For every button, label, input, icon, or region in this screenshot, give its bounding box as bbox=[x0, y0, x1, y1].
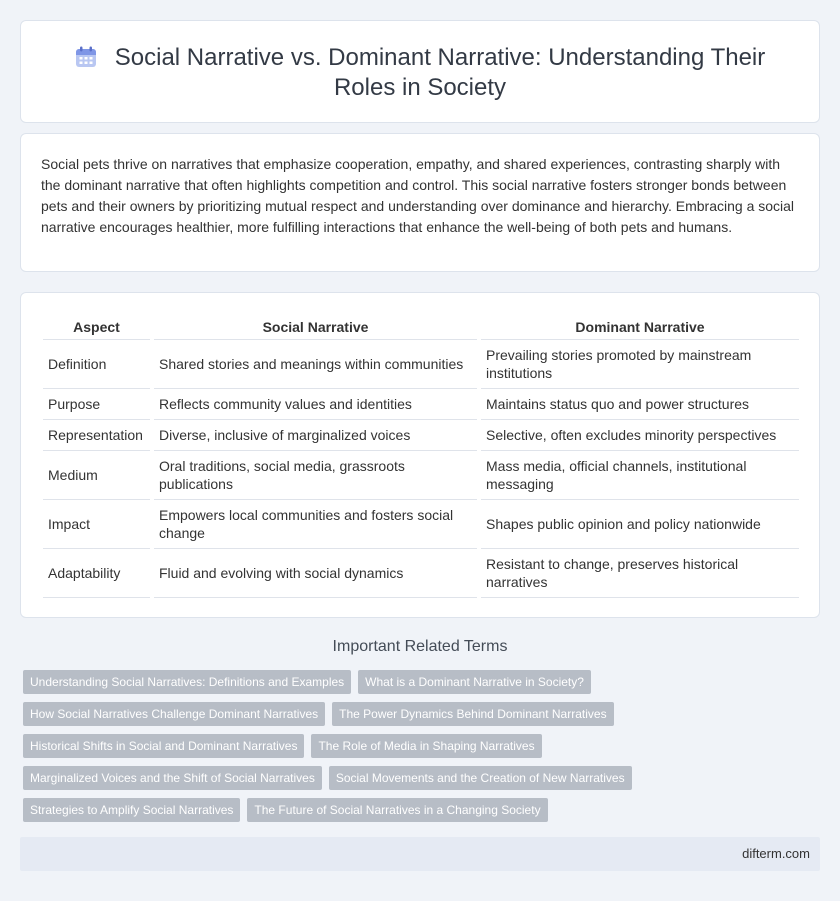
cell-dominant: Shapes public opinion and policy nationwide bbox=[479, 499, 799, 548]
table-row bbox=[43, 339, 799, 388]
header-social-narrative: Social Narrative bbox=[152, 313, 479, 339]
cell-social: Shared stories and meanings within communities bbox=[152, 339, 479, 388]
cell-dominant: Resistant to change, preserves historical narratives bbox=[479, 548, 799, 597]
page-title bbox=[21, 43, 819, 103]
footer bbox=[20, 837, 820, 871]
table-header-row bbox=[43, 313, 799, 339]
cell-social: Empowers local communities and fosters social change bbox=[152, 499, 479, 548]
related-term-link[interactable]: Marginalized Voices and the Shift of Social Narratives bbox=[23, 766, 322, 790]
intro-card bbox=[20, 133, 820, 272]
tag-row bbox=[23, 766, 823, 798]
header-aspect: Aspect bbox=[43, 313, 152, 339]
table-row bbox=[43, 450, 799, 499]
cell-dominant: Prevailing stories promoted by mainstream institutions bbox=[479, 339, 799, 388]
table-row bbox=[43, 388, 799, 419]
cell-social: Diverse, inclusive of marginalized voices bbox=[152, 419, 479, 450]
related-term-link[interactable]: How Social Narratives Challenge Dominant Narratives bbox=[23, 702, 325, 726]
comparison-table bbox=[43, 313, 799, 598]
page-title-text: Social Narrative vs. Dominant Narrative: Understanding Their Roles in Society bbox=[114, 44, 766, 101]
cell-dominant: Mass media, official channels, institutional messaging bbox=[479, 450, 799, 499]
cell-aspect: Medium bbox=[43, 450, 152, 499]
cell-social: Oral traditions, social media, grassroots publications bbox=[152, 450, 479, 499]
footer-site-link[interactable]: difterm.com bbox=[742, 846, 810, 861]
cell-aspect: Representation bbox=[43, 419, 152, 450]
related-term-link[interactable]: Understanding Social Narratives: Definitions and Examples bbox=[23, 670, 351, 694]
cell-social: Fluid and evolving with social dynamics bbox=[152, 548, 479, 597]
table-row bbox=[43, 419, 799, 450]
related-term-link[interactable]: The Role of Media in Shaping Narratives bbox=[311, 734, 541, 758]
related-term-link[interactable]: The Power Dynamics Behind Dominant Narratives bbox=[332, 702, 613, 726]
header-dominant-narrative: Dominant Narrative bbox=[479, 313, 799, 339]
related-terms-list bbox=[23, 670, 823, 830]
cell-dominant: Maintains status quo and power structures bbox=[479, 388, 799, 419]
cell-social: Reflects community values and identities bbox=[152, 388, 479, 419]
tag-row bbox=[23, 670, 823, 702]
comparison-table-card bbox=[20, 292, 820, 618]
tag-row bbox=[23, 734, 823, 766]
cell-dominant: Selective, often excludes minority perspectives bbox=[479, 419, 799, 450]
tag-row bbox=[23, 798, 823, 830]
cell-aspect: Impact bbox=[43, 499, 152, 548]
cell-aspect: Purpose bbox=[43, 388, 152, 419]
tag-row bbox=[23, 702, 823, 734]
table-row bbox=[43, 548, 799, 597]
cell-aspect: Definition bbox=[43, 339, 152, 388]
related-term-link[interactable]: Historical Shifts in Social and Dominant Narratives bbox=[23, 734, 304, 758]
related-term-link[interactable]: The Future of Social Narratives in a Changing Society bbox=[247, 798, 547, 822]
related-terms-heading: Important Related Terms bbox=[332, 638, 508, 655]
related-term-link[interactable]: Strategies to Amplify Social Narratives bbox=[23, 798, 240, 822]
table-row bbox=[43, 499, 799, 548]
header-card bbox=[20, 20, 820, 123]
related-term-link[interactable]: Social Movements and the Creation of New Narratives bbox=[329, 766, 632, 790]
calendar-icon bbox=[75, 46, 97, 68]
cell-aspect: Adaptability bbox=[43, 548, 152, 597]
intro-paragraph: Social pets thrive on narratives that emphasize cooperation, empathy, and shared experiences, contrasting sharply with the dominant narrative that often highlights competition and control. This social narrative fosters stronger bonds between pets and their owners by prioritizing mutual respect and understanding over dominance and hierarchy. Embracing a social narrative encourages healthier, more fulfilling interactions that enhance the well-being of both pets and humans. bbox=[41, 156, 795, 235]
related-term-link[interactable]: What is a Dominant Narrative in Society? bbox=[358, 670, 591, 694]
